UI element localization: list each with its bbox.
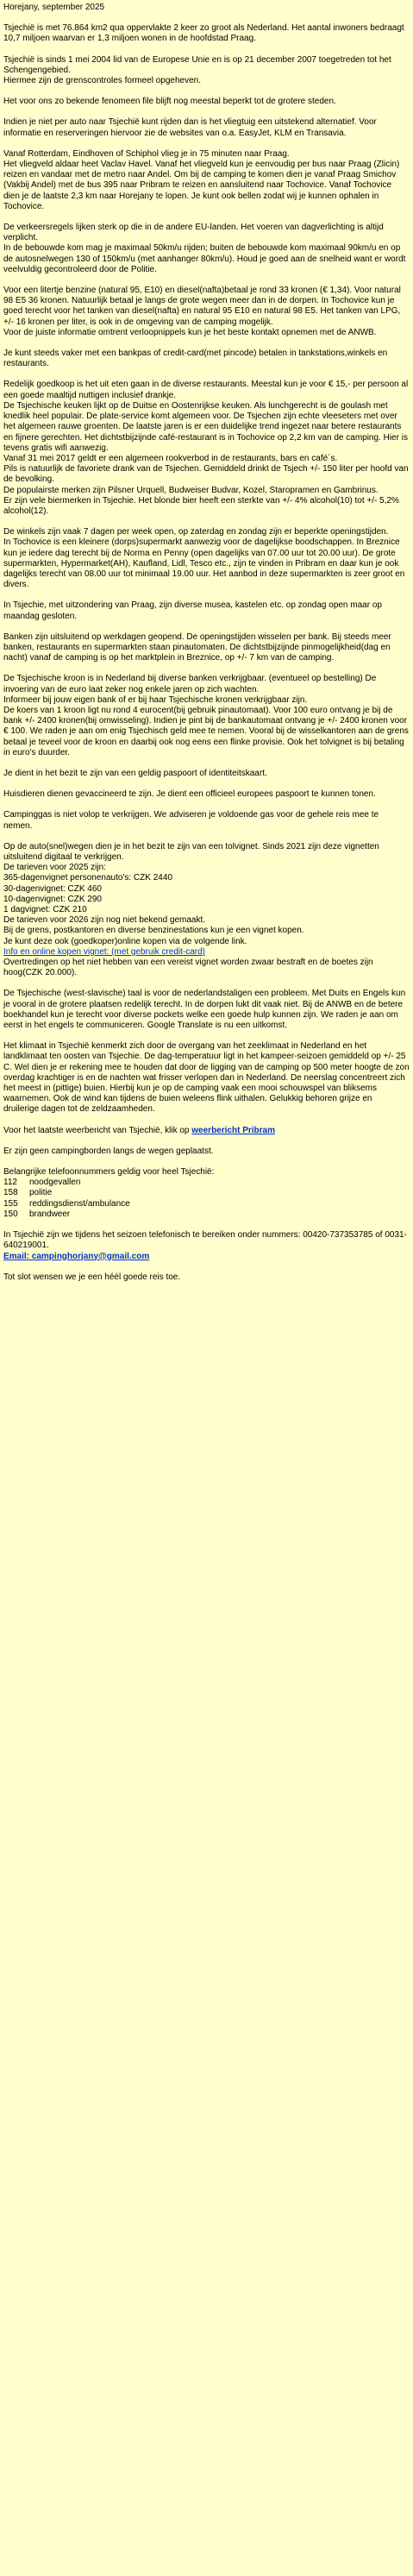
paragraph-camping-gas: Campinggas is niet volop te verkrijgen. We adviseren je voldoende gas voor de gehele reis mee te nemen. — [3, 810, 379, 831]
paragraph-eu: Tsjechië is sinds 1 mei 2004 lid van de Europese Unie en is op 21 december 2007 toegetreden tot het Schengengebied. Hiermee zijn de grenscontroles formeel opgeheven. — [3, 54, 391, 86]
paragraph-passport: Je dient in het bezit te zijn van een geldig paspoort of identiteitskaart. — [3, 768, 267, 778]
paragraph-food-drink: Redelijk goedkoop is het uit eten gaan in de diverse restaurants. Meestal kun je voor € 15,- per persoon al een goede maaltijd nuttigen inclusief drankje. De Tsjechische keuken lijkt op de Duitse en Oostenrijkse keuken. Als lunchgerecht is de goulash met knedlik heel populair. De plate-service komt algemeen voor. De Tsjechen zijn echte vleeseters met over het algemeen rauwe groenten. De laatste jaren is er een duidelijke trend ingezet naar betere restaurants en fijnere gerechten. Het dichtstbijzijnde café-restaurant is in Tochovice op 2,2 km van de camping. Hier is tevens gratis wifi aanwezig. Vanaf 31 mei 2017 geldt er een algemeen rookverbod in de restaurants, bars en café´s. Pils is natuurlijk de favoriete drank van de Tsjechen. Gemiddeld drinkt de Tsjech +/- 150 liter per hoofd van de bevolking. De populairste merken zijn Pilsner Urquell, Budweiser Budvar, Kozel, Staropramen en Gambrinus. Er zijn vele biermerken in Tsjechie. Het blonde bier heeft een sterkte van +/- 4% alcohol(10) tot +/- 5,2% alcohol(12). — [3, 380, 409, 516]
paragraph-traffic-rules: De verkeersregels lijken sterk op die in de andere EU-landen. Het voeren van dagverlichting is altijd verplicht. In de bebouwde kom mag je maximaal 50km/u rijden; buiten de bebouwde kom maximaal 90km/u en op de autosnelwegen 130 of 150km/u (met aanhanger 80km/u). Houd je goed aan de snelheid want er wordt veelvuldig gecontroleerd door de Politie. — [3, 223, 406, 274]
paragraph-fuel: Voor een litertje benzine (natural 95, E10) en diesel(nafta)betaal je rond 33 kronen (€ 1,34). Voor natural 98 E5 36 kronen. Natuurlijk betaal je langs de grote wegen meer dan in de dorpen. In Tochovice kun je goed terecht voor het tanken van diesel(nafta) en natural 95 E10 en natural 98 E5. Het tanken van LPG, +/- 16 kronen per liter, is ook in de omgeving van de camping mogelijk. Voor de juiste informatie omtrent verloopnippels kun je het beste kontakt opnemen met de ANWB. — [3, 286, 401, 337]
paragraph-contact: In Tsjechië zijn we tijdens het seizoen telefonisch te bereiken onder nummers: 00420-737353785 of 0031-640219001. Email: campinghorjany@gmail.com — [3, 1230, 410, 1262]
paragraph-country-info: Tsjechië is met 76.864 km2 qua oppervlakte 2 keer zo groot als Nederland. Het aantal inwoners bedraagt 10,7 miljoen waarvan er 1,3 miljoen wonen in de hoofdstad Praag. — [3, 23, 404, 44]
phone-row: 155 reddingsdienst/ambulance — [3, 1198, 130, 1209]
paragraph-shops: De winkels zijn vaak 7 dagen per week open, op zaterdag en zondag zijn er beperkte openingstijden. In Tochovice is een kleinere (dorps)supermarkt aanwezig voor de dagelijkse boodschappen. In Breznice kun je iedere dag terecht bij de Norma en Penny (open dagelijks van 07.00 uur tot 20.00 uur). De grote supermarkten, Hypermarket(AH), Kaufland, Lidl, Tesco etc., zijn te vinden in Pribram en daar kun je ook dagelijks terecht van 08.00 uur tot minimaal 19.00 uur. Het aanbod in deze supermarkten is zeer groot en divers. — [3, 527, 405, 590]
paragraph-signs: Er zijn geen campingborden langs de wegen geplaatst. — [3, 1146, 214, 1156]
phones-title: Belangrijke telefoonnummers geldig voor heel Tsjechië: — [3, 1167, 215, 1178]
phone-row: 158 politie — [3, 1188, 53, 1198]
phone-numbers-section — [3, 1167, 410, 1220]
paragraph-flying: Indien je niet per auto naar Tsjechië kunt rijden dan is het vliegtuig een uitstekend alternatief. Voor informatie en reserveringen hiervoor zie de websites van o.a. EasyJet, KLM en Transavia. — [3, 117, 377, 138]
paragraph-pets: Huisdieren dienen gevaccineerd te zijn. Je dient een officieel europees paspoort te kunnen tonen. — [3, 789, 376, 800]
paragraph-traffic-jams: Het voor ons zo bekende fenomeen file blijft nog meestal beperkt tot de grotere steden. — [3, 97, 336, 107]
weather-pribram-link[interactable]: weerbericht Pribram — [191, 1125, 275, 1135]
page-date-heading: Horejany, september 2025 — [3, 3, 105, 12]
paragraph-banks: Banken zijn uitsluitend op werkdagen geopend. De openingstijden wisselen per bank. Bij steeds meer banken, restaurants en supermarkten staan pinautomaten. De dichtstbijzijnde pinmogelijkheid(dag en nacht) vanaf de camping is op het marktplein in Breznice, op +/- 7 km van de camping. — [3, 631, 391, 663]
email-link[interactable]: Email: campinghorjany@gmail.com — [3, 1251, 150, 1261]
paragraph-card-payment: Je kunt steeds vaker met een bankpas of credit-card(met pincode) betalen in tankstations,winkels en restaurants. — [3, 349, 388, 369]
vignette-info-link[interactable]: Info en online kopen vignet: (met gebruik credit-card) — [3, 946, 206, 957]
phone-row: 150 brandweer — [3, 1209, 71, 1219]
document — [0, 0, 413, 1283]
paragraph-weather: Voor het laatste weerbericht van Tsjechië, klik op weerbericht Pribram — [3, 1125, 275, 1135]
paragraph-language: De Tsjechische (west-slavische) taal is voor de nederlandstaligen een probleem. Met Duits en Engels kun je vooral in de grotere plaatsen redelijk terecht. In de dorpen lukt dit vaak niet. Bij de ANWB en de betere boekhandel kun je terecht voor diverse pockets welke een goede hulp kunnen zijn. We raden je aan om eerst in het engels te communiceren. Google Translate is nu een uitkomst. — [3, 989, 406, 1031]
paragraph-closing: Tot slot wensen we je een héél goede reis toe. — [3, 1272, 181, 1282]
paragraph-airport: Vanaf Rotterdam, Eindhoven of Schiphol vlieg je in 75 minuten naar Praag. Het vliegveld aldaar heet Vaclav Havel. Vanaf het vliegveld kun je eenvoudig per bus naar Praag (Zlicin) reizen en vandaar met de metro naar Andel. Om bij de camping te komen dien je vanaf Praag Smichov (Vakbij Andel) met de bus 395 naar Pribram te reizen en aansluitend naar Tochovice. Vanaf Tochovice dien je de laatste 2,3 km naar Horejany te lopen. Je kunt ook bellen zodat wij je kunnen ophalen in Tochovice. — [3, 148, 400, 211]
paragraph-climate: Het klimaat in Tsjechië kenmerkt zich door de overgang van het zeeklimaat in Nederland en het landklimaat ten oosten van Tsjechie. De dag-temperatuur ligt in het kampeer-seizoen gemiddeld op +/- 25 C. Wel dien je er rekening mee te houden dat door de ligging van de camping op 500 meter hoogte de zon overdag krachtiger is en de nachten wat frisser verlopen dan in Nederland. De neerslag concentreert zich het meest in (pittige) buien. Hierbij kun je op de camping vaak een mooi schouwspel van bliksems waarnemen. Ook de wind kan tijdens de buien weleens flink uithalen. Gelukkig behoren grijze en druilerige dagen tot de zeldzaamheden. — [3, 1041, 410, 1115]
paragraph-museums: In Tsjechie, met uitzondering van Praag, zijn diverse musea, kastelen etc. op zondag open maar op maandag gesloten. — [3, 600, 382, 621]
paragraph-currency: De Tsjechische kroon is in Nederland bij diverse banken verkrijgbaar. (eventueel op bestelling) De invoering van de euro laat zeker nog enkele jaren op zich wachten. Informeer bij jouw eigen bank of er bij haar Tsjechische kronen verkrijgbaar zijn. De koers van 1 kroon ligt nu rond 4 eurocent(bij gebruik pinautomaat). Voor 100 euro ontvang je bij de bank +/- 2400 kronen(bij omwisseling). Indien je pint bij de bankautomaat ontvang je +/- 2400 kronen voor € 100. We raden je aan om enig Tsjechisch geld mee te nemen. Vooral bij de wisselkantoren aan de grens betaal je teveel voor de kroon en daarbij ook nog eens een flinke provisie. Ook het tolvignet is bij betaling in euro's duurder. — [3, 674, 409, 757]
paragraph-vignette: Op de auto(snel)wegen dien je in het bezit te zijn van een tolvignet. Sinds 2021 zijn deze vignetten uitsluitend digitaal te verkrijgen. De tarieven voor 2025 zijn: 365-dagenvignet personenauto's: CZK 2440 30-dagenvignet: CZK 460 10-dagenvignet: CZK 290 1 dagvignet: CZK 210 De tarieven voor 2026 zijn nog niet bekend gemaakt. Bij de grens, postkantoren en diverse benzinestations kun je een vignet kopen. Je kunt deze ook (goedkoper)online kopen via de volgende link. Info en online kopen vignet: (met gebruik credit-card) Overtredingen op het niet hebben van een vereist vignet worden zwaar bestraft en de boetes zijn hoog(CZK 20.000). — [3, 842, 410, 979]
phone-row: 112 noodgevallen — [3, 1178, 81, 1188]
